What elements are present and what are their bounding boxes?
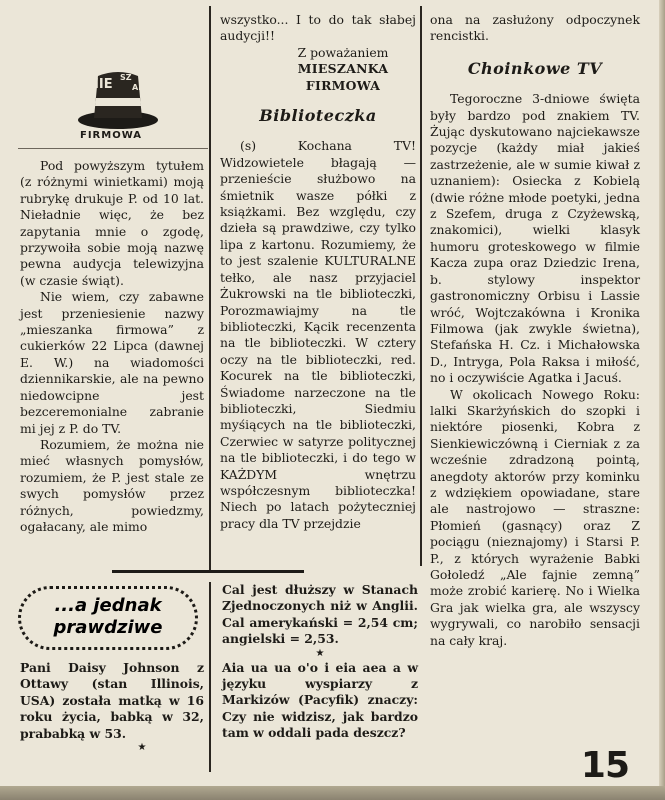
col3-continuation: ona na zasłużony odpoczynek rencistki. — [430, 12, 640, 44]
bottom-left-article — [20, 660, 204, 754]
banner-line-1: ...a jednak — [54, 595, 162, 616]
col2-signature-2: FIRMOWA — [305, 77, 381, 93]
svg-text:FIRMOWA: FIRMOWA — [80, 130, 143, 141]
bottom-middle-article — [222, 582, 418, 742]
mieszanka-logo — [72, 58, 164, 144]
col2-letter: (s) Kochana TV! Widzowietele błagają — przenieście służbowo na śmietnik wasze półki z książkami. Bez względu, czy dzieła są prawdziwe, czy tylko lipa z kartonu. Rozumiemy, że to jest szalenie KULTURALNE tełko, ale nasz przyjaciel Żukrowski na tle biblioteczki, Porozmawiajmy na tle biblioteczki, Kącik recenzenta na tle biblioteczki. W cztery oczy na tle biblioteczki, red. Kocurek na tle biblioteczki, Świadome narzeczone na tle biblioteczki, Siedmiu myśiących na tle biblioteczki, Czerwiec w satyrze politycznej na tle biblioteczki, i do tego w KAŻDYM wnętrzu współczesnym biblioteczka! Niech po latach pożyteczniej pracy dla TV przejdzie — [220, 138, 416, 531]
section-divider — [112, 570, 304, 573]
col2-greeting: Z poważaniem — [297, 44, 389, 60]
a-jednak-prawdziwe-banner — [18, 586, 198, 650]
col1-paragraph-1: Pod powyższym tytułem (z różnymi winietkami) moją rubrykę drukuje P. od 10 lat. Nieładnie więc, że bez zapytania mnie o zgodę, przywoiła sobie moją nazwę pewna audycja telewizyjna (w czasie świąt). — [20, 158, 204, 288]
col2-continuation: wszystko... I to do tak słabej audycji!! — [220, 12, 416, 44]
column-2 — [220, 12, 416, 532]
heading-biblioteczka: Biblioteczka — [259, 106, 377, 126]
column-rule-2 — [420, 6, 422, 566]
svg-text:MIE: MIE — [86, 77, 113, 92]
column-rule-1 — [209, 6, 211, 570]
column-rule-3 — [209, 582, 211, 772]
cal-paragraph: Cal jest dłuższy w Stanach Zjednoczonych niż w Anglii. Cal amerykański = 2,54 cm; angielski = 2,53. — [222, 582, 418, 647]
star-icon: ★ — [137, 742, 147, 754]
banner-line-2: prawdziwe — [53, 617, 163, 638]
paper-edge-right — [659, 0, 665, 800]
logo-underline — [18, 148, 208, 149]
svg-text:AN: AN — [132, 83, 145, 92]
star-icon: ★ — [315, 647, 325, 659]
col1-paragraph-3: Rozumiem, że można nie mieć własnych pomysłów, rozumiem, że P. jest stale ze swych pomysłów przez różnych, powiedzmy, ogałacany, ale mimo — [20, 436, 204, 534]
markizy-paragraph: Aia ua ua o'o i eia aea a w języku wyspiarzy z Markizów (Pacyfik) znaczy: Czy nie widzisz, jak bardzo tam w oddali pada deszcz? — [222, 659, 418, 741]
paper-edge-bottom — [0, 786, 665, 800]
page-number: 15 — [580, 745, 629, 786]
svg-text:SZ: SZ — [120, 73, 132, 82]
col2-signature-1: MIESZANKA — [297, 61, 389, 77]
column-1 — [20, 158, 204, 535]
daisy-johnson-text: Pani Daisy Johnson z Ottawy (stan Illinois, USA) została matką w 16 roku życia, babką w 32, prababką w 53. — [20, 660, 204, 741]
col1-paragraph-2: Nie wiem, czy zabawne jest przeniesienie nazwy „mieszanka firmowa” z cukierków 22 Lipca (dawnej E. W.) na wiadomości dziennikarskie, ale na pewno niedowcipne jest bezceremonialne zabranie mi jej z P. do TV. — [20, 289, 204, 436]
col3-paragraph-2: W okolicach Nowego Roku: lalki Skarżyńskich do szopki i niektóre piosenki, Kobra z Sienkiewiczówną i Cierniak z za wcześnie zdradzoną pointą, anegdoty aktorów przy kominku z wdziękiem opowiadane, stare ale nastrojowo — straszne: Płomień (gasnący) oraz Z pociągu (nieznajomy) i Starsi P. P., z których wyrażenie Babki Gołoledź „Ale fajnie zemną” może zrobić karierę. No i Wielka Gra jak wielka gra, ale wszyscy wygrywali, co narobiło sensacji na cały kraj. — [430, 386, 640, 648]
col3-paragraph-1: Tegoroczne 3-dniowe święta były bardzo pod znakiem TV. Żując dyskutowano najciekawsze pozycje (każdy miał jakieś zastrzeżenie, ale w sumie kiwał z uznaniem): Osiecka z Kobielą (dwie różne młode poetyki, jedna z Szefem, druga z Czyżewską, znakomici), wielki klasyk humoru groteskowego w filmie Kacza zupa oraz Dziedzic Irena, b. stylowy inspektor gastronomiczny Orbisu i Lassie wróć, Wojtczakówna i Kronika Filmowa (jak zwykle świetna), Stefańska H. Cz. i Michałowska D., Intryga, Pola Raksa i miłość, no i oczywiście Agatka i Jacuś. — [430, 91, 640, 386]
column-3 — [430, 12, 640, 649]
heading-choinkowe-tv: Choinkowe TV — [467, 58, 603, 78]
